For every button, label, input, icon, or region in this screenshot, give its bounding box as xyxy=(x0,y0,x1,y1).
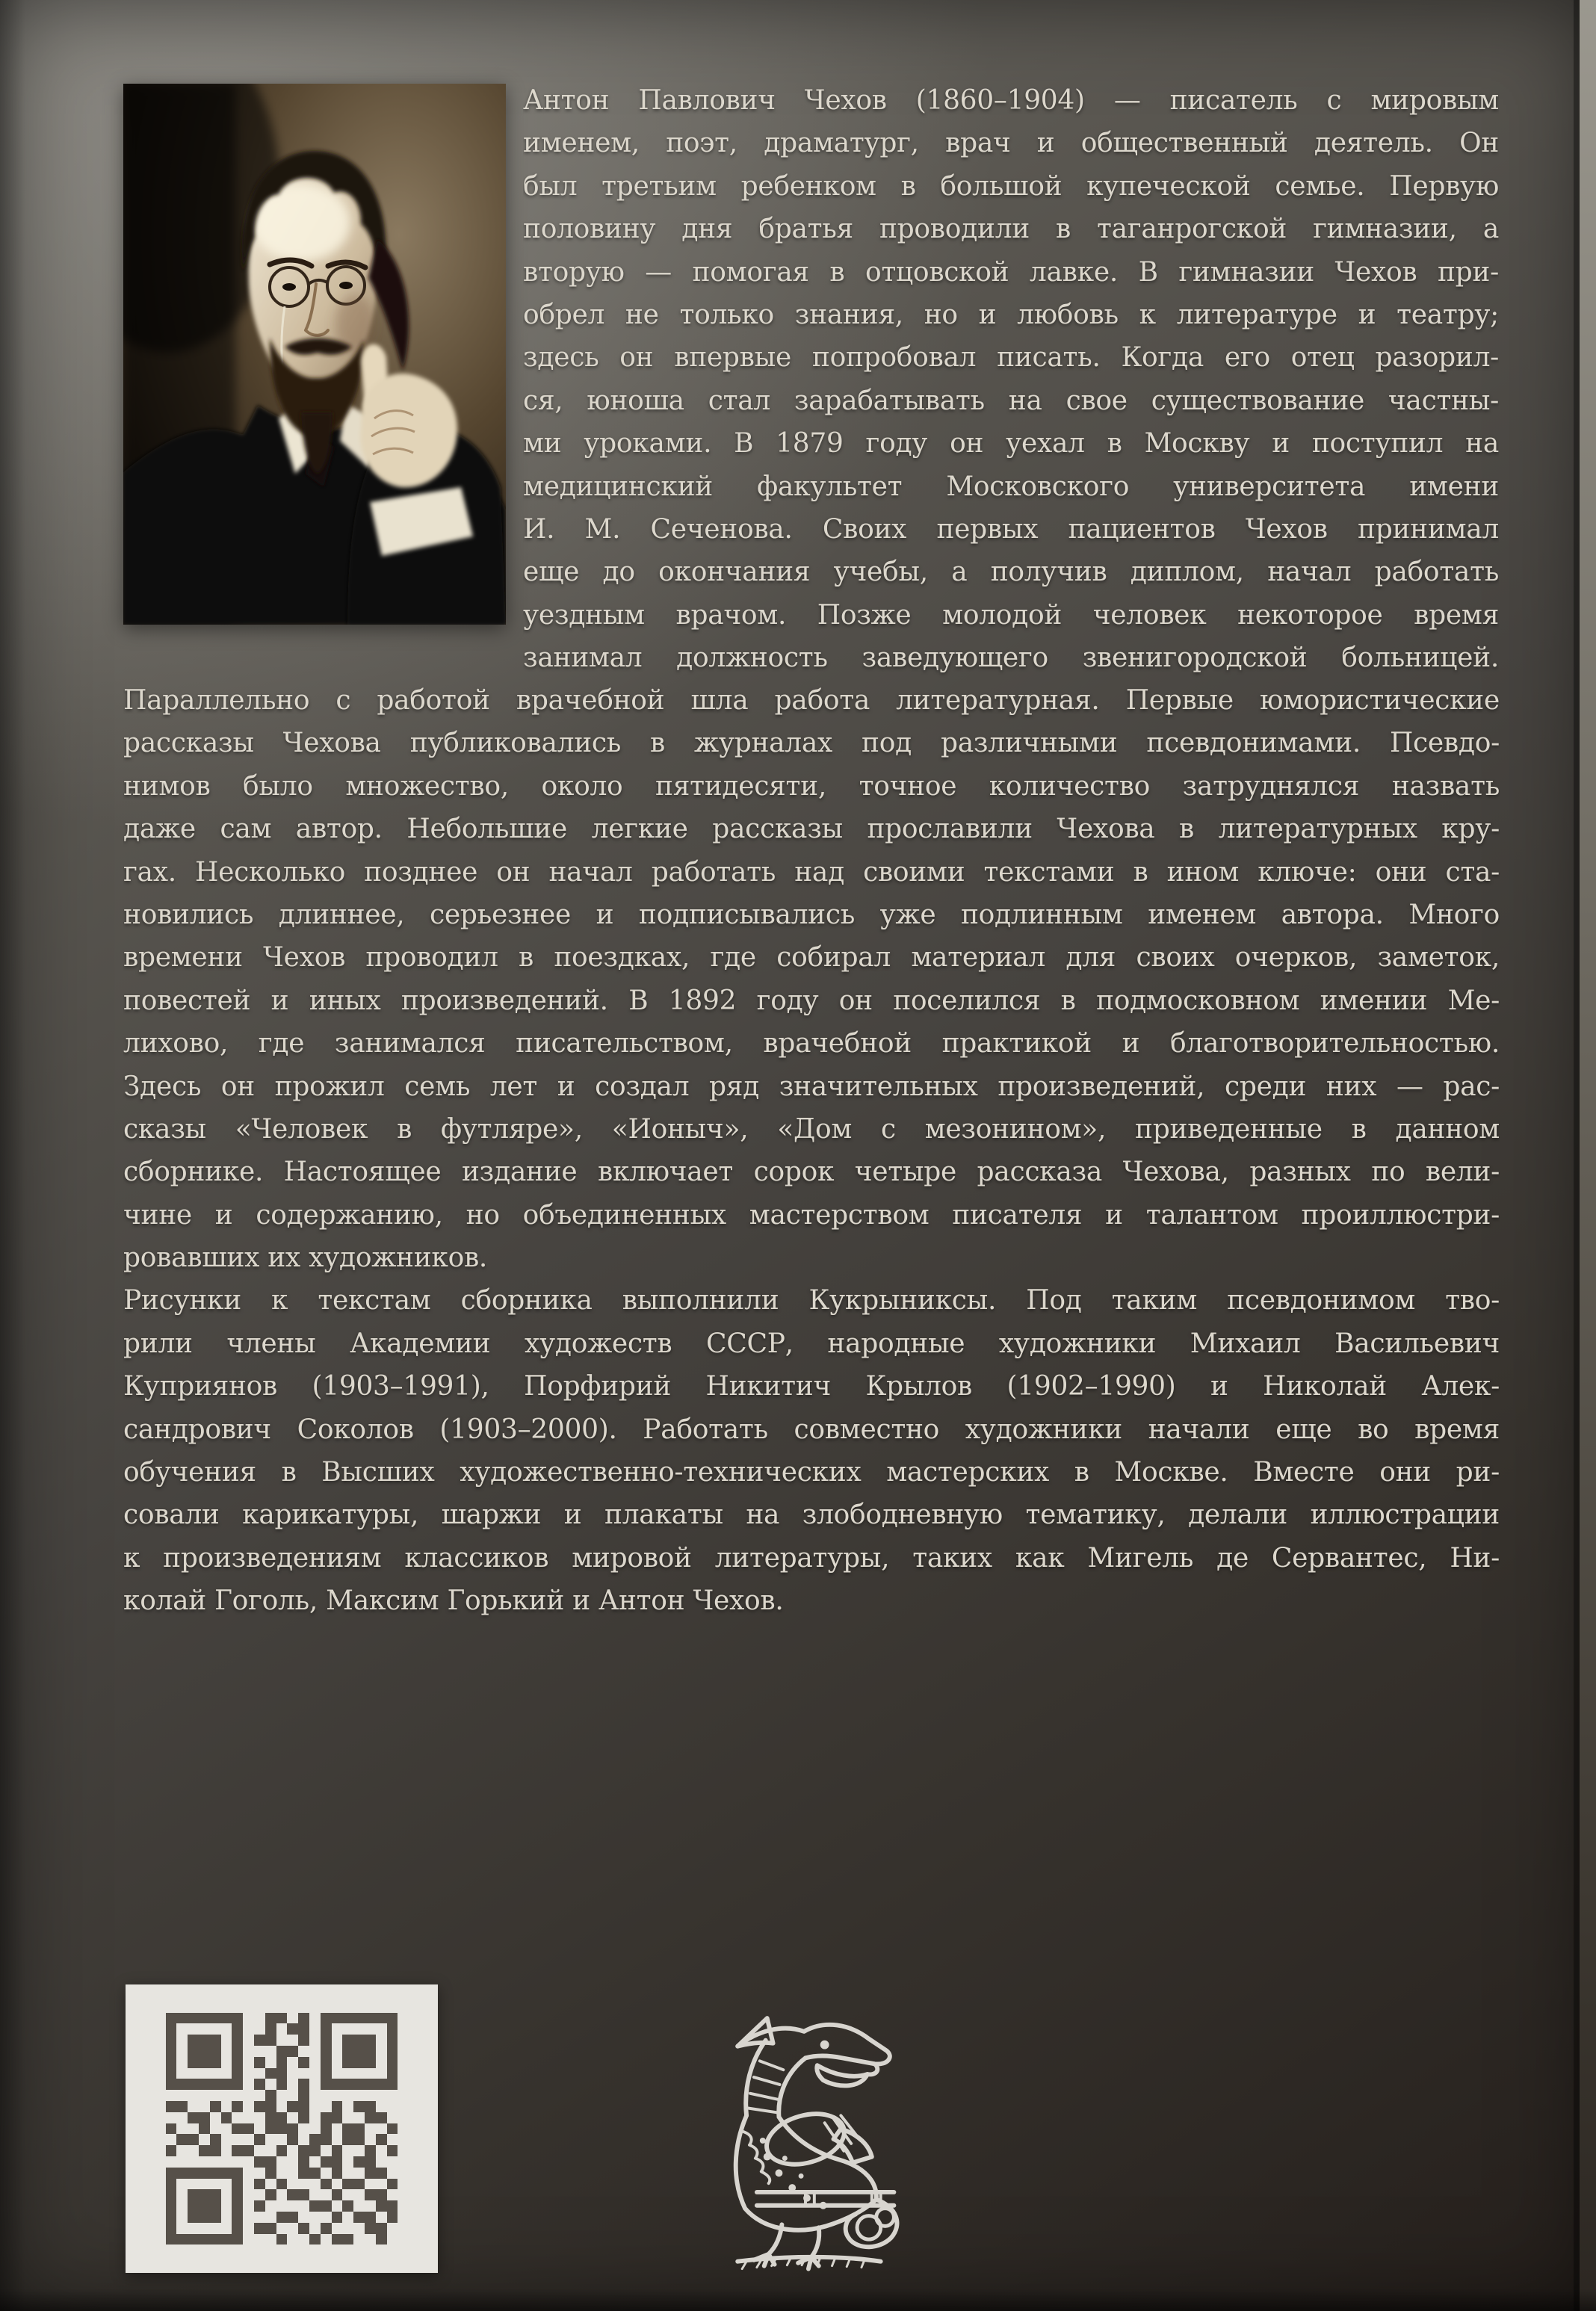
text-line: повестей и иных произведений. В 1892 году он поселился в подмосковном имении Ме- xyxy=(123,985,1500,1016)
qr-row xyxy=(166,2079,398,2090)
qr-row xyxy=(166,2068,398,2079)
text-line: был третьим ребенком в большой купеческой семье. Первую xyxy=(523,170,1499,202)
chekhov-portrait-photo xyxy=(123,84,506,625)
text-line: ровавших их художников. xyxy=(123,1243,488,1274)
cover-left-shadow xyxy=(0,0,25,2311)
qr-row xyxy=(166,2145,398,2156)
page-edge-highlight xyxy=(1580,0,1596,2311)
text-line: Рисунки к текстам сборника выполнили Кукрыниксы. Под таким псевдонимом тво- xyxy=(123,1285,1500,1317)
text-line: уездным врачом. Позже молодой человек некоторое время xyxy=(523,599,1499,631)
text-line: обучения в Высших художественно-технических мастерских в Москве. Вместе они ри- xyxy=(123,1457,1500,1488)
text-line: именем, поэт, драматург, врач и общественный деятель. Он xyxy=(523,128,1499,159)
text-line: Антон Павлович Чехов (1860–1904) — писатель с мировым xyxy=(523,85,1499,116)
qr-row xyxy=(166,2223,398,2234)
cover-bottom-shadow xyxy=(0,2289,1596,2311)
portrait-illustration xyxy=(123,84,506,625)
text-line: медицинский факультет Московского университета имени xyxy=(523,471,1499,502)
text-line: обрел не только знания, но и любовь к литературе и театру; xyxy=(523,299,1499,330)
qr-row xyxy=(166,2112,398,2123)
qr-row xyxy=(166,2212,398,2223)
text-line: половину дня братья проводили в таганрогской гимназии, а xyxy=(523,214,1499,245)
qr-row xyxy=(166,2200,398,2212)
qr-row xyxy=(166,2234,398,2245)
dragon-logo-icon xyxy=(695,1996,916,2274)
qr-row xyxy=(166,2168,398,2179)
qr-row xyxy=(166,2046,398,2057)
text-line: лихово, где занимался писательством, врачебной практикой и благотворительностью. xyxy=(123,1028,1500,1059)
text-line: рили члены Академии художеств СССР, народные художники Михаил Васильевич xyxy=(123,1328,1500,1359)
text-line: гах. Несколько позднее он начал работать над своими текстами в ином ключе: они ста- xyxy=(123,856,1500,888)
text-line: сандрович Соколов (1903–2000). Работать совместно художники начали еще во время xyxy=(123,1414,1500,1445)
qr-row xyxy=(166,2013,398,2024)
text-line: колай Гоголь, Максим Горький и Антон Чехов. xyxy=(123,1585,784,1617)
text-line: ми уроками. В 1879 году он уехал в Москву и поступил на xyxy=(523,428,1499,460)
qr-code xyxy=(126,1984,438,2273)
text-line: занимал должность заведующего звенигородской больницей. xyxy=(523,643,1499,674)
text-line: рассказы Чехова публиковались в журналах под различными псевдонимами. Псевдо- xyxy=(123,728,1500,759)
about-book-text xyxy=(123,679,1500,1623)
qr-row xyxy=(166,2035,398,2046)
text-line: еще до окончания учебы, а получив диплом, начал работать xyxy=(523,557,1499,588)
text-line: времени Чехов проводил в поездках, где собирал материал для своих очерков, заметок, xyxy=(123,942,1500,974)
publisher-logo xyxy=(695,1996,916,2274)
text-line: вторую — помогая в отцовской лавке. В гимназии Чехов при- xyxy=(523,256,1499,288)
text-line: новились длиннее, серьезнее и подписывались уже подлинным именем автора. Много xyxy=(123,899,1500,930)
cover-right-seam xyxy=(1574,0,1580,2311)
qr-row xyxy=(166,2101,398,2112)
text-line: И. М. Сеченова. Своих первых пациентов Чехов принимал xyxy=(523,513,1499,545)
qr-row xyxy=(166,2057,398,2068)
text-line: Куприянов (1903–1991), Порфирий Никитич Крылов (1902–1990) и Николай Алек- xyxy=(123,1371,1500,1402)
text-line: даже сам автор. Небольшие легкие рассказы прославили Чехова в литературных кру- xyxy=(123,814,1500,845)
text-line: сказы «Человек в футляре», «Ионыч», «Дом с мезонином», приведенные в данном xyxy=(123,1113,1500,1145)
qr-row xyxy=(166,2090,398,2101)
qr-row xyxy=(166,2123,398,2135)
text-line: нимов было множество, около пятидесяти, точное количество затруднялся назвать xyxy=(123,770,1500,802)
text-line: здесь он впервые попробовал писать. Когда его отец разорил- xyxy=(523,342,1499,374)
text-line: совали карикатуры, шаржи и плакаты на злободневную тематику, делали иллюстрации xyxy=(123,1500,1500,1531)
text-line: ся, юноша стал зарабатывать на свое существование частны- xyxy=(523,385,1499,416)
about-author-text xyxy=(523,79,1499,679)
qr-row xyxy=(166,2189,398,2200)
text-line: Здесь он прожил семь лет и создал ряд значительных произведений, среди них — рас- xyxy=(123,1071,1500,1102)
qr-row xyxy=(166,2134,398,2145)
qr-code-matrix xyxy=(166,2013,398,2245)
qr-row xyxy=(166,2179,398,2190)
text-line: к произведениям классиков мировой литературы, таких как Мигель де Сервантес, Ни- xyxy=(123,1542,1500,1574)
qr-row xyxy=(166,2023,398,2035)
text-line: чине и содержанию, но объединенных мастерством писателя и талантом проиллюстри- xyxy=(123,1199,1500,1231)
qr-row xyxy=(166,2156,398,2168)
text-line: Параллельно с работой врачебной шла работа литературная. Первые юмористические xyxy=(123,685,1500,716)
text-line: сборнике. Настоящее издание включает сорок четыре рассказа Чехова, разных по вели- xyxy=(123,1157,1500,1188)
